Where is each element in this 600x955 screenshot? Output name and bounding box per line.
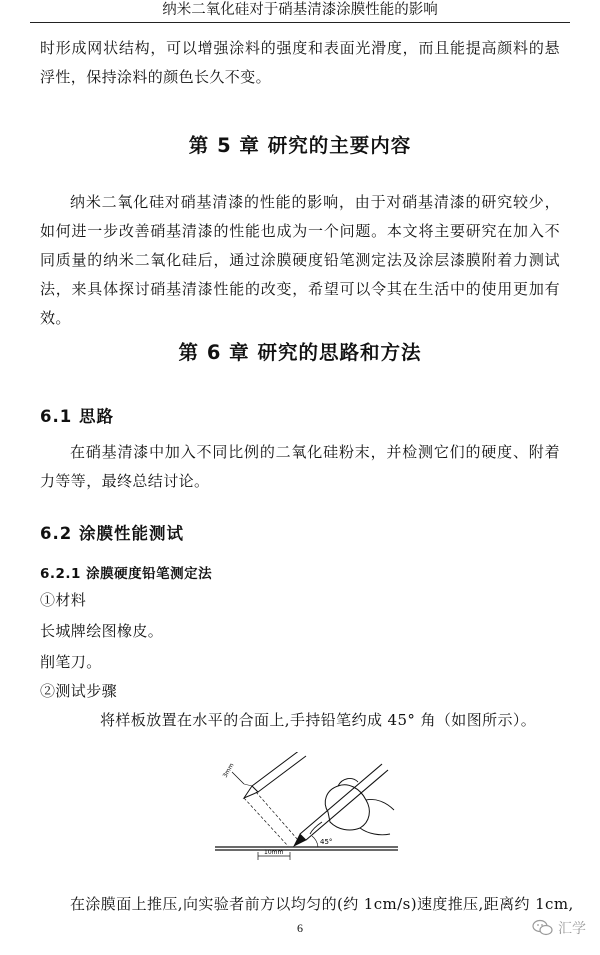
watermark — [532, 918, 586, 938]
wechat-icon — [532, 919, 554, 937]
section-6-1-title: 6.1 思路 — [40, 407, 114, 426]
label-10mm: 10mm — [264, 849, 284, 856]
running-header: 纳米二氧化硅对于硝基清漆涂膜性能的影响 — [30, 0, 570, 23]
chapter-5-title: 第 5 章 研究的主要内容 — [188, 134, 412, 157]
materials-label: ①材料 — [40, 591, 87, 609]
step-1-text: 将样板放置在水平的合面上,手持铅笔约成 45° 角（如图所示）。 — [100, 711, 537, 729]
pencil-hand-diagram — [210, 752, 400, 864]
step-2-text: 在涂膜面上推压,向实验者前方以均匀的(约 1cm/s)速度推压,距离约 1cm, — [70, 895, 574, 913]
section-6-1-paragraph: 在硝基清漆中加入不同比例的二氧化硅粉末，并检测它们的硬度、附着力等等，最终总结讨论。 — [40, 443, 560, 490]
material-item-sharpener: 削笔刀。 — [40, 653, 102, 671]
section-6-2-1-title: 6.2.1 涂膜硬度铅笔测定法 — [40, 566, 213, 582]
continuation-paragraph: 时形成网状结构，可以增强涂料的强度和表面光滑度，而且能提高颜料的悬浮性，保持涂料的颜色长久不变。 — [40, 39, 560, 86]
chapter-6-title: 第 6 章 研究的思路和方法 — [178, 341, 422, 364]
label-3mm: 3mm — [221, 762, 236, 779]
label-angle: 45° — [320, 838, 333, 846]
section-6-2-title: 6.2 涂膜性能测试 — [40, 524, 184, 543]
chapter-5-paragraph: 纳米二氧化硅对硝基清漆的性能的影响，由于对硝基清漆的研究较少，如何进一步改善硝基清漆的性能也成为一个问题。本文将主要研究在加入不同质量的纳米二氧化硅后，通过涂膜硬度铅笔测定法及涂层漆膜附着力测试法，来具体探讨硝基清漆性能的改变，希望可以令其在生活中的使用更加有效。 — [40, 193, 560, 327]
material-item-eraser: 长城牌绘图橡皮。 — [40, 622, 164, 640]
watermark-text: 汇学 — [558, 921, 586, 937]
page-number: 6 — [297, 921, 303, 935]
pencil-hardness-figure — [210, 752, 400, 864]
steps-label: ②测试步骤 — [40, 682, 118, 700]
